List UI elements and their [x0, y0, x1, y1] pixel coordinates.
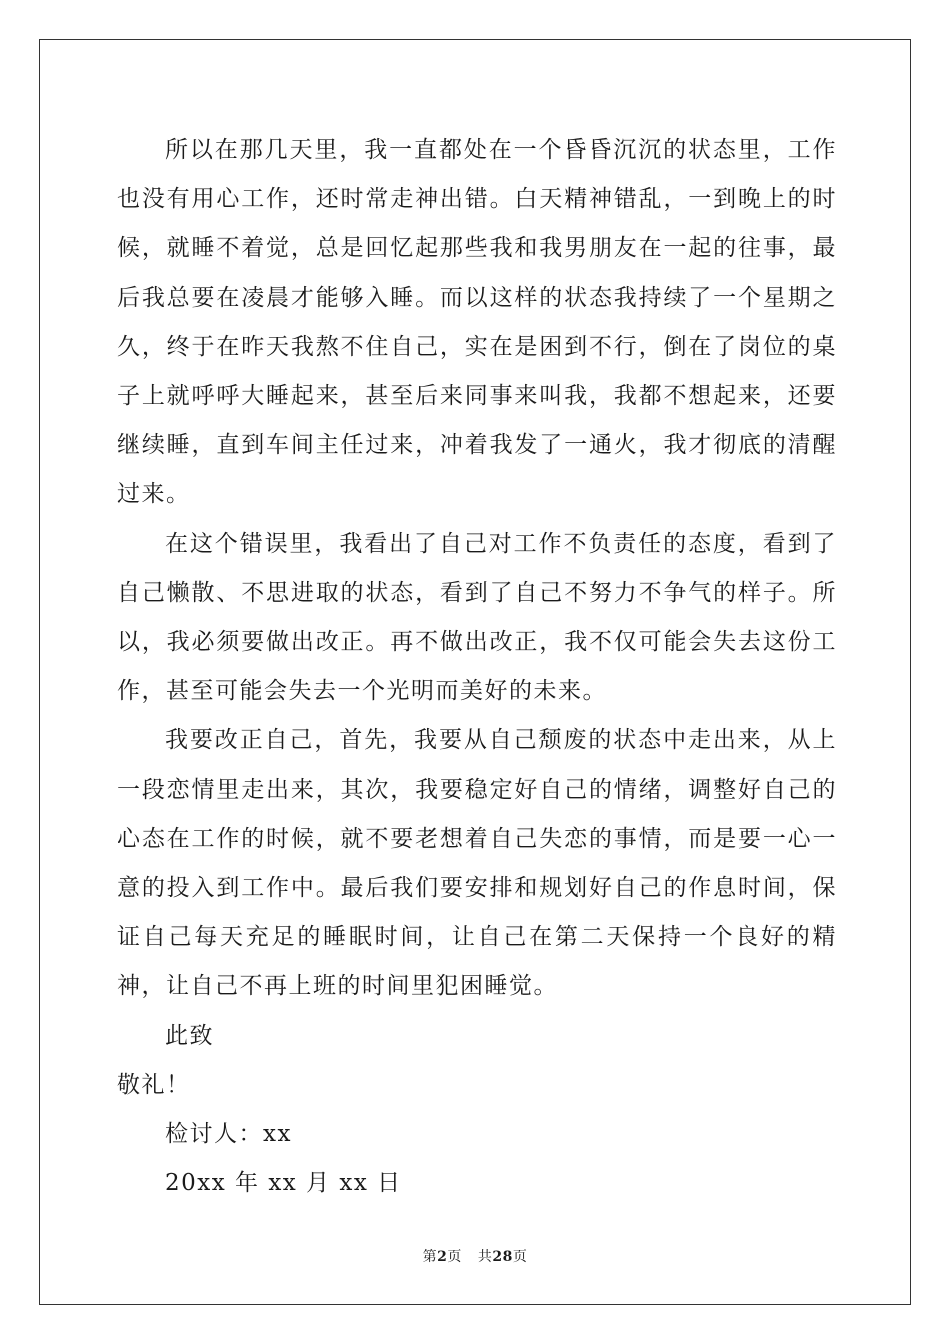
total-pages: 28	[492, 1249, 513, 1265]
paragraph-2: 在这个错误里，我看出了自己对工作不负责任的态度，看到了自己懒散、不思进取的状态，看到了自己不努力不争气的样子。所以，我必须要做出改正。再不做出改正，我不仅可能会失去这份工作，甚至可能会失去一个光明而美好的未来。	[117, 530, 837, 705]
paragraph-1: 所以在那几天里，我一直都处在一个昏昏沉沉的状态里，工作也没有用心工作，还时常走神出错。白天精神错乱，一到晚上的时候，就睡不着觉，总是回忆起那些我和我男朋友在一起的往事，最后我总要在凌晨才能够入睡。而以这样的状态我持续了一个星期之久，终于在昨天我熬不住自己，实在是困到不行，倒在了岗位的桌子上就呼呼大睡起来，甚至后来同事来叫我，我都不想起来，还要继续睡，直到车间主任过来，冲着我发了一通火，我才彻底的清醒过来。	[117, 137, 837, 508]
page-footer	[0, 1246, 950, 1266]
salutation-line: 敬礼！	[117, 1071, 191, 1098]
signer-line: 检讨人：xx	[165, 1121, 292, 1148]
paragraph-3: 我要改正自己，首先，我要从自己颓废的状态中走出来，从上一段恋情里走出来，其次，我要稳定好自己的情绪，调整好自己的心态在工作的时候，就不要老想着自己失恋的事情，而是要一心一意的投入到工作中。最后我们要安排和规划好自己的作息时间，保证自己每天充足的睡眠时间，让自己在第二天保持一个良好的精神，让自己不再上班的时间里犯困睡觉。	[117, 727, 837, 1000]
date-line: 20xx 年 xx 月 xx 日	[165, 1170, 402, 1197]
page-suffix: 页	[447, 1249, 462, 1265]
total-suffix: 页	[512, 1249, 528, 1265]
closing-line: 此致	[165, 1022, 214, 1049]
page-number: 2	[437, 1249, 448, 1265]
page-prefix: 第	[422, 1249, 438, 1265]
document-body	[117, 126, 837, 1208]
total-prefix: 共	[477, 1249, 493, 1265]
